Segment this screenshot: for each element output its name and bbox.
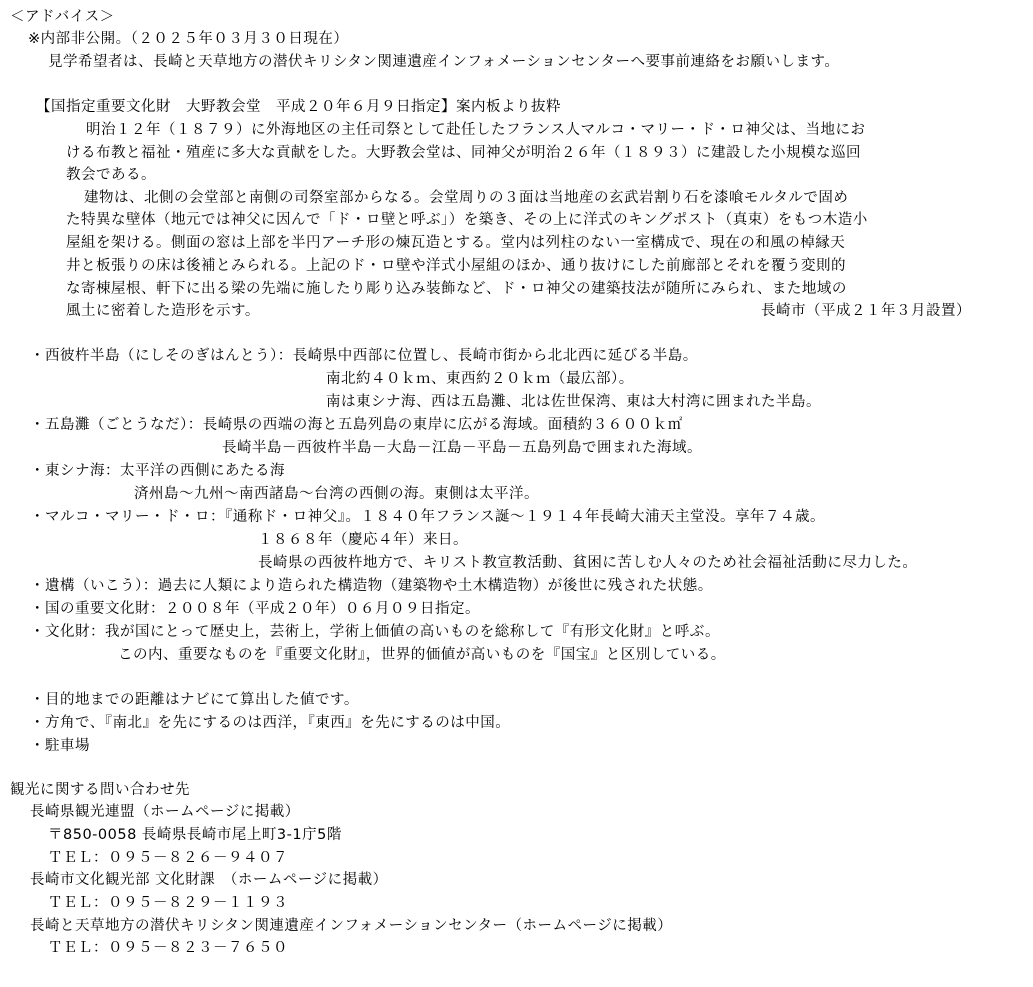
- sign-title: 【国指定重要文化財 大野教会堂 平成２０年６月９日指定】案内板より抜粋: [36, 99, 561, 115]
- contact-org-name: 長崎市文化観光部 文化財課 （ホームページに掲載）: [30, 872, 388, 888]
- sign-line: 建物は、北側の会堂部と南側の司祭室部からなる。会堂周りの３面は当地産の玄武岩割り石を漆喰モルタルで固め: [84, 190, 849, 206]
- sign-line: ける布教と福祉・殖産に多大な貢献をした。大野教会堂は、同神父が明治２６年（１８９３）に建設した小規模な巡回: [66, 145, 861, 161]
- contact-org-name: 長崎県観光連盟（ホームページに掲載）: [30, 804, 300, 820]
- glossary-item: この内、重要なものを『重要文化財』，世界的価値が高いものを『国宝』と区別している。: [118, 647, 726, 663]
- glossary-item: ・遺構（いこう）：過去に人類により造られた構造物（建築物や土木構造物）が後世に残された状態。: [30, 578, 713, 594]
- glossary-item: 長崎県の西彼杵地方で、キリスト教宣教活動、貧困に苦しむ人々のため社会福祉活動に尽力した。: [258, 555, 918, 571]
- glossary-item: 南は東シナ海、西は五島灘、北は佐世保湾、東は大村湾に囲まれた半島。: [326, 394, 821, 410]
- sign-line: な寄棟屋根、軒下に出る梁の先端に施したり彫り込み装飾など、ド・ロ神父の建築技法が随所にみられ、また地域の: [66, 281, 847, 297]
- sign-line: 屋組を架ける。側面の窓は上部を半円アーチ形の煉瓦造とする。堂内は列柱のない一室構成で、現在の和風の棹縁天: [66, 235, 846, 251]
- glossary-item: ・西彼杵半島（にしそのぎはんとう）：長崎県中西部に位置し、長崎市街から北北西に延びる半島。: [30, 348, 698, 364]
- sign-line: 明治１２年（１８７９）に外海地区の主任司祭として赴任したフランス人マルコ・マリー・ド・ロ神父は、当地にお: [86, 122, 866, 138]
- glossary-item: 長崎半島－西彼杵半島－大島－江島－平島－五島列島で囲まれた海域。: [222, 440, 702, 456]
- sign-line: 風土に密着した造形を示す。: [66, 303, 260, 319]
- note-item: ・方角で、『南北』を先にするのは西洋，『東西』を先にするのは中国。: [30, 715, 511, 731]
- glossary-item: ・五島灘（ごとうなだ）：長崎県の西端の海と五島列島の東岸に広がる海域。面積約３６００ｋ㎡: [30, 417, 683, 433]
- glossary-item: １８６８年（慶応４年）来日。: [258, 532, 468, 548]
- glossary-item: ・国の重要文化財：２００８年（平成２０年）０６月０９日指定。: [30, 601, 480, 617]
- contact-heading: 観光に関する問い合わせ先: [10, 782, 190, 798]
- advice-heading: ＜アドバイス＞: [10, 9, 115, 25]
- note-item: ・目的地までの距離はナビにて算出した値です。: [30, 692, 359, 708]
- contact-org-name: 長崎と天草地方の潜伏キリシタン関連遺産インフォメーションセンター（ホームページに掲載）: [30, 918, 673, 934]
- contact-tel: ＴＥＬ：０９５－８２６－９４０７: [48, 850, 288, 866]
- glossary-item: 済州島～九州～南西諸島～台湾の西側の海。東側は太平洋。: [134, 486, 539, 502]
- private-note: ※内部非公開。（２０２５年０３月３０日現在）: [28, 31, 349, 47]
- visit-note: 見学希望者は、長崎と天草地方の潜伏キリシタン関連遺産インフォメーションセンターへ要事前連絡をお願いします。: [48, 54, 840, 70]
- glossary-item: ・東シナ海：太平洋の西側にあたる海: [30, 463, 285, 479]
- contact-tel: ＴＥＬ：０９５－８２３－７６５０: [48, 940, 288, 956]
- contact-address: 〒850-0058 長崎県長崎市尾上町3-1庁5階: [48, 827, 342, 843]
- sign-line: 教会である。: [66, 167, 156, 183]
- sign-line: 井と板張りの床は後補とみられる。上記のド・ロ壁や洋式小屋組のほか、通り抜けにした前廊部とそれを覆う変則的: [66, 258, 846, 274]
- sign-attribution: 長崎市（平成２１年３月設置）: [761, 303, 971, 319]
- contact-tel: ＴＥＬ：０９５－８２９－１１９３: [48, 895, 288, 911]
- glossary-item: ・文化財：我が国にとって歴史上，芸術上，学術上価値の高いものを総称して『有形文化財』と呼ぶ。: [30, 624, 720, 640]
- glossary-item: ・マルコ・マリー・ド・ロ：『通称ド・ロ神父』。１８４０年フランス誕～１９１４年長崎大浦天主堂没。享年７４歳。: [30, 509, 826, 525]
- note-item: ・駐車場: [30, 738, 90, 754]
- glossary-item: 南北約４０ｋｍ、東西約２０ｋｍ（最広部）。: [326, 371, 634, 387]
- sign-line: た特異な壁体（地元では神父に因んで「ド・ロ壁と呼ぶ」）を築き、その上に洋式のキングポスト（真束）をもつ木造小: [66, 212, 868, 228]
